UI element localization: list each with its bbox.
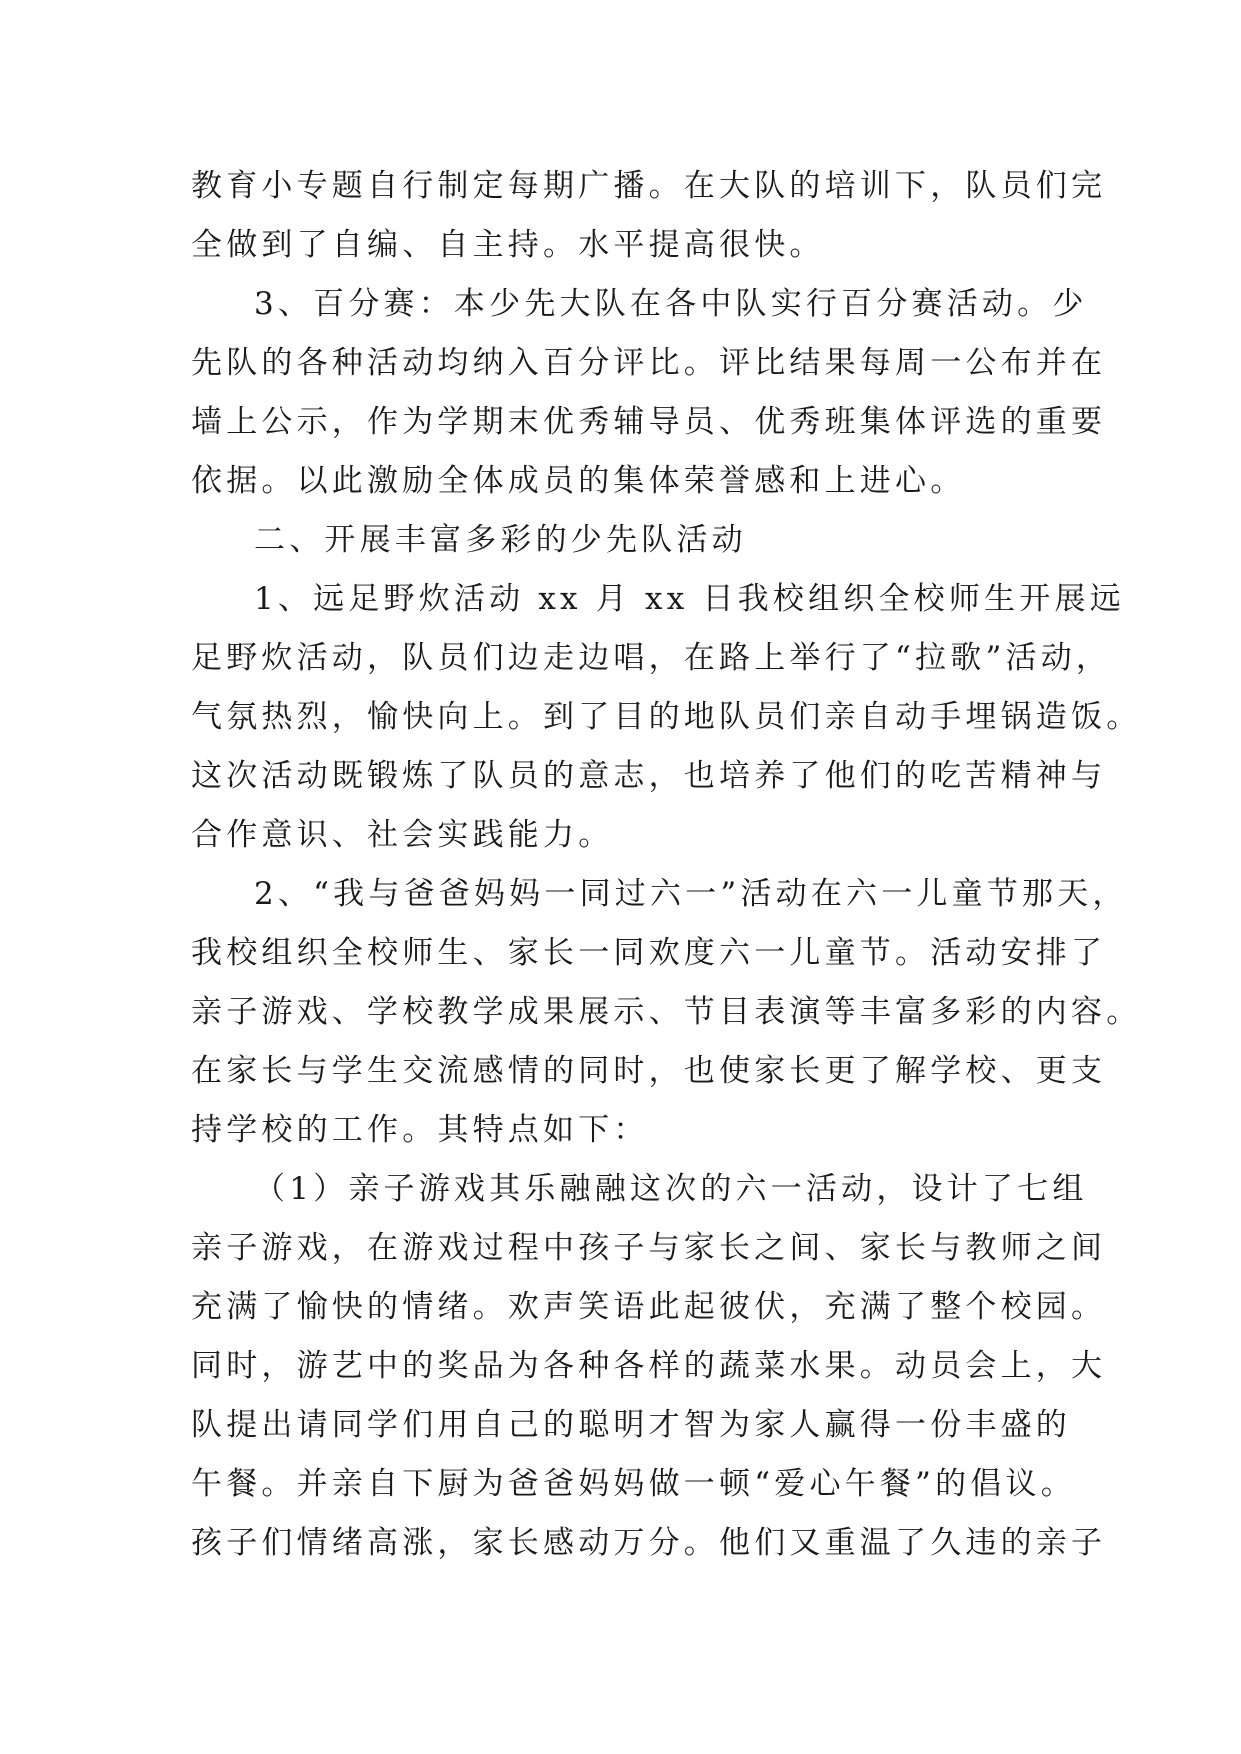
text-line: 气氛热烈，愉快向上。到了目的地队员们亲自动手埋锅造饭。 [191, 699, 1142, 735]
text-line: 队提出请同学们用自己的聪明才智为家人赢得一份丰盛的 [191, 1407, 1071, 1443]
text-line: 我校组织全校师生、家长一同欢度六一儿童节。活动安排了 [191, 935, 1107, 971]
paragraph-start-line: 2、“我与爸爸妈妈一同过六一”活动在六一儿童节那天， [254, 876, 1128, 912]
paragraph-start-line: 3、百分赛：本少先大队在各中队实行百分赛活动。少 [254, 286, 1088, 322]
text-line: 在家长与学生交流感情的同时，也使家长更了解学校、更支 [191, 1053, 1107, 1089]
text-line: 合作意识、社会实践能力。 [191, 817, 614, 853]
text-line: 足野炊活动，队员们边走边唱，在路上举行了“拉歌”活动， [191, 640, 1112, 676]
text-line: 亲子游戏、学校教学成果展示、节目表演等丰富多彩的内容。 [191, 994, 1142, 1030]
text-line: 亲子游戏，在游戏过程中孩子与家长之间、家长与教师之间 [191, 1230, 1107, 1266]
text-line: 同时，游艺中的奖品为各种各样的蔬菜水果。动员会上，大 [191, 1348, 1107, 1384]
text-line: 依据。以此激励全体成员的集体荣誉感和上进心。 [191, 463, 966, 499]
text-line: 教育小专题自行制定每期广播。在大队的培训下，队员们完 [191, 168, 1107, 204]
text-line: 持学校的工作。其特点如下： [191, 1112, 649, 1148]
text-line: 孩子们情绪高涨，家长感动万分。他们又重温了久违的亲子 [191, 1525, 1107, 1561]
text-line: 先队的各种活动均纳入百分评比。评比结果每周一公布并在 [191, 345, 1107, 381]
text-line: 全做到了自编、自主持。水平提高很快。 [191, 227, 825, 263]
text-line: 这次活动既锻炼了队员的意志，也培养了他们的吃苦精神与 [191, 758, 1107, 794]
text-line: 墙上公示，作为学期末优秀辅导员、优秀班集体评选的重要 [191, 404, 1107, 440]
paragraph-start-line: （1）亲子游戏其乐融融这次的六一活动，设计了七组 [254, 1171, 1088, 1207]
section-heading: 二、开展丰富多彩的少先队活动 [254, 522, 747, 558]
paragraph-start-line: 1、远足野炊活动 xx 月 xx 日我校组织全校师生开展远 [254, 581, 1125, 617]
text-line: 充满了愉快的情绪。欢声笑语此起彼伏，充满了整个校园。 [191, 1289, 1107, 1325]
text-line: 午餐。并亲自下厨为爸爸妈妈做一顿“爱心午餐”的倡议。 [191, 1466, 1076, 1502]
